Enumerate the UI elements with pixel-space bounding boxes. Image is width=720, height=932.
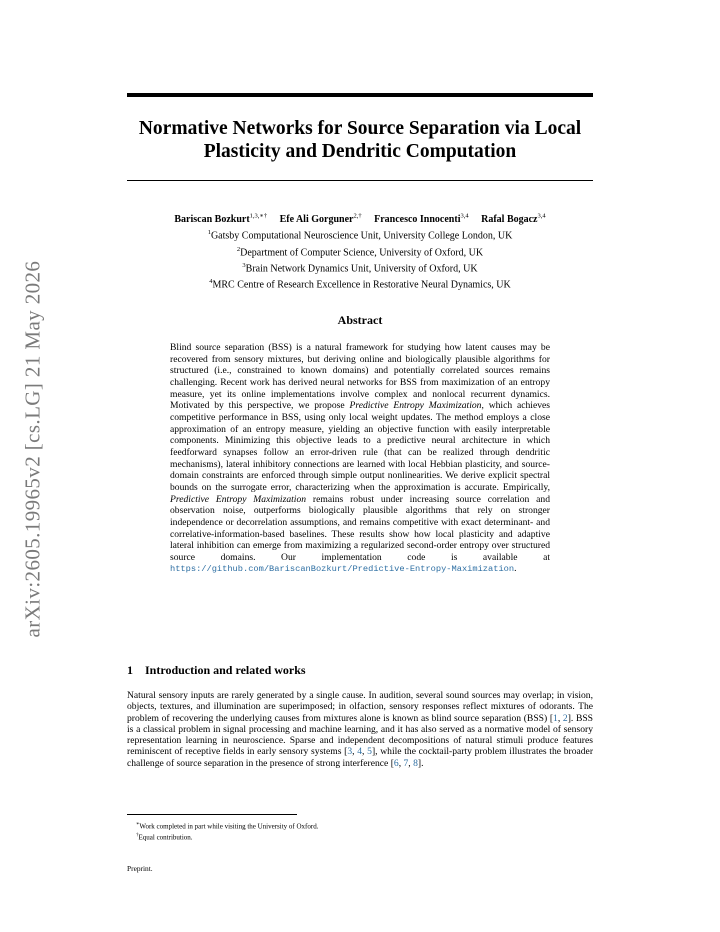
footnote-rule: [127, 814, 297, 815]
section-heading: 1 Introduction and related works: [127, 663, 306, 677]
citation-link[interactable]: 8: [413, 757, 418, 769]
preprint-label: Preprint.: [127, 864, 153, 873]
author: Bariscan Bozkurt$^{1,3,∗\dagger}$: [174, 213, 268, 226]
citation-link[interactable]: 2: [562, 712, 568, 724]
author-block: [90, 210, 630, 292]
introduction-paragraph: Natural sensory inputs are rarely generated by a single cause. In audition, several sound sources may overlap; in vision, objects, textures, and illumination are superimposed; in olfaction, sensory responses reflect mixtures of odorants. The problem of recovering the underlying causes from mixtures alone is known as blind source separation (BSS) [1, 2]. BSS is a classical problem in signal processing and machine learning, and it has also served as a normative model of sensory representation learning in neuroscience. Sparse and independent decompositions of natural stimuli produce features reminiscent of receptive fields in early sensory systems [3, 4, 5], while the cocktail-party problem illustrates the broader challenge of source separation in the presence of strong interference [6, 7, 8].: [127, 690, 594, 769]
citation-link[interactable]: 1: [553, 712, 558, 724]
arxiv-identifier: arXiv:2605.19965v2 [cs.LG] 21 May 2026: [20, 260, 45, 638]
footnotes: [136, 820, 586, 843]
affiliation: $^3$Brain Network Dynamics Unit, University of Oxford, UK: [242, 261, 478, 275]
author: Francesco Innocenti$^{3,4}$: [374, 213, 469, 226]
abstract-body: Blind source separation (BSS) is a natural framework for studying how latent causes may be recovered from sensory mixtures, but deriving online and biologically plausible algorithms for structured (i.e., constrained to known domains) and potentially correlated sources remains challenging. Recent work has derived neural networks for BSS from maximization of an entropy measure, yet its online implementations involve complex and nonlocal recurrent dynamics. Motivated by this perspective, we propose Predictive Entropy Maximization, which achieves competitive performance in BSS, using only local weight updates. The method employs a close approximation of an entropy measure, yielding an objective function with easily interpretable components. Minimizing this objective leads to a predictive neural architecture in which feedforward synapses follow an error-driven rule (that can be realized through dendritic mechanisms), lateral inhibitory connections are learned with local Hebbian plasticity, and source-domain constraints are enforced through simple output nonlinearities. We derive explicit spectral bounds on the surrogate error, characterizing when the approximation is accurate. Empirically, Predictive Entropy Maximization remains robust under increasing source correlation and observation noise, outperforms biologically plausible algorithms that rely on stronger independence or decorrelation assumptions, and remains competitive with exact determinant- and correlative-information-based baselines. These results show how local plasticity and adaptive lateral inhibition can emerge from maximizing a regularized second-order entropy over structured source domains. Our implementation code is available at https://github.com/BariscanBozkurt/Predictive-Entropy-Maximization.: [170, 342, 550, 575]
affiliation: $^1$Gatsby Computational Neuroscience Unit, University College London, UK: [207, 229, 513, 242]
title-rule-top: [127, 93, 593, 97]
citation-link[interactable]: 6: [393, 757, 399, 769]
affiliation: $^4$MRC Centre of Research Excellence in Restorative Neural Dynamics, UK: [209, 278, 511, 291]
author: Rafal Bogacz$^{3,4}$: [481, 213, 546, 226]
citation-link[interactable]: 7: [403, 757, 409, 769]
code-repository-link[interactable]: https://github.com/BariscanBozkurt/Predictive-Entropy-Maximization: [170, 564, 515, 575]
footnote: †Equal contribution.: [136, 833, 193, 842]
citation-link[interactable]: 5: [367, 746, 372, 758]
title-rule-bottom: [127, 180, 593, 181]
paper-title: Normative Networks for Source Separation via Local Plasticity and Dendritic Computation: [138, 118, 582, 162]
affiliation: $^2$Department of Computer Science, University of Oxford, UK: [236, 245, 484, 258]
citation-link[interactable]: 4: [357, 746, 363, 758]
author-list: [90, 210, 630, 226]
footnote: ∗Work completed in part while visiting the University of Oxford.: [136, 822, 319, 831]
abstract-heading: Abstract: [337, 313, 383, 327]
author: Efe Ali Gorguner$^{2,\dagger}$: [279, 213, 362, 226]
citation-link[interactable]: 3: [347, 746, 353, 758]
